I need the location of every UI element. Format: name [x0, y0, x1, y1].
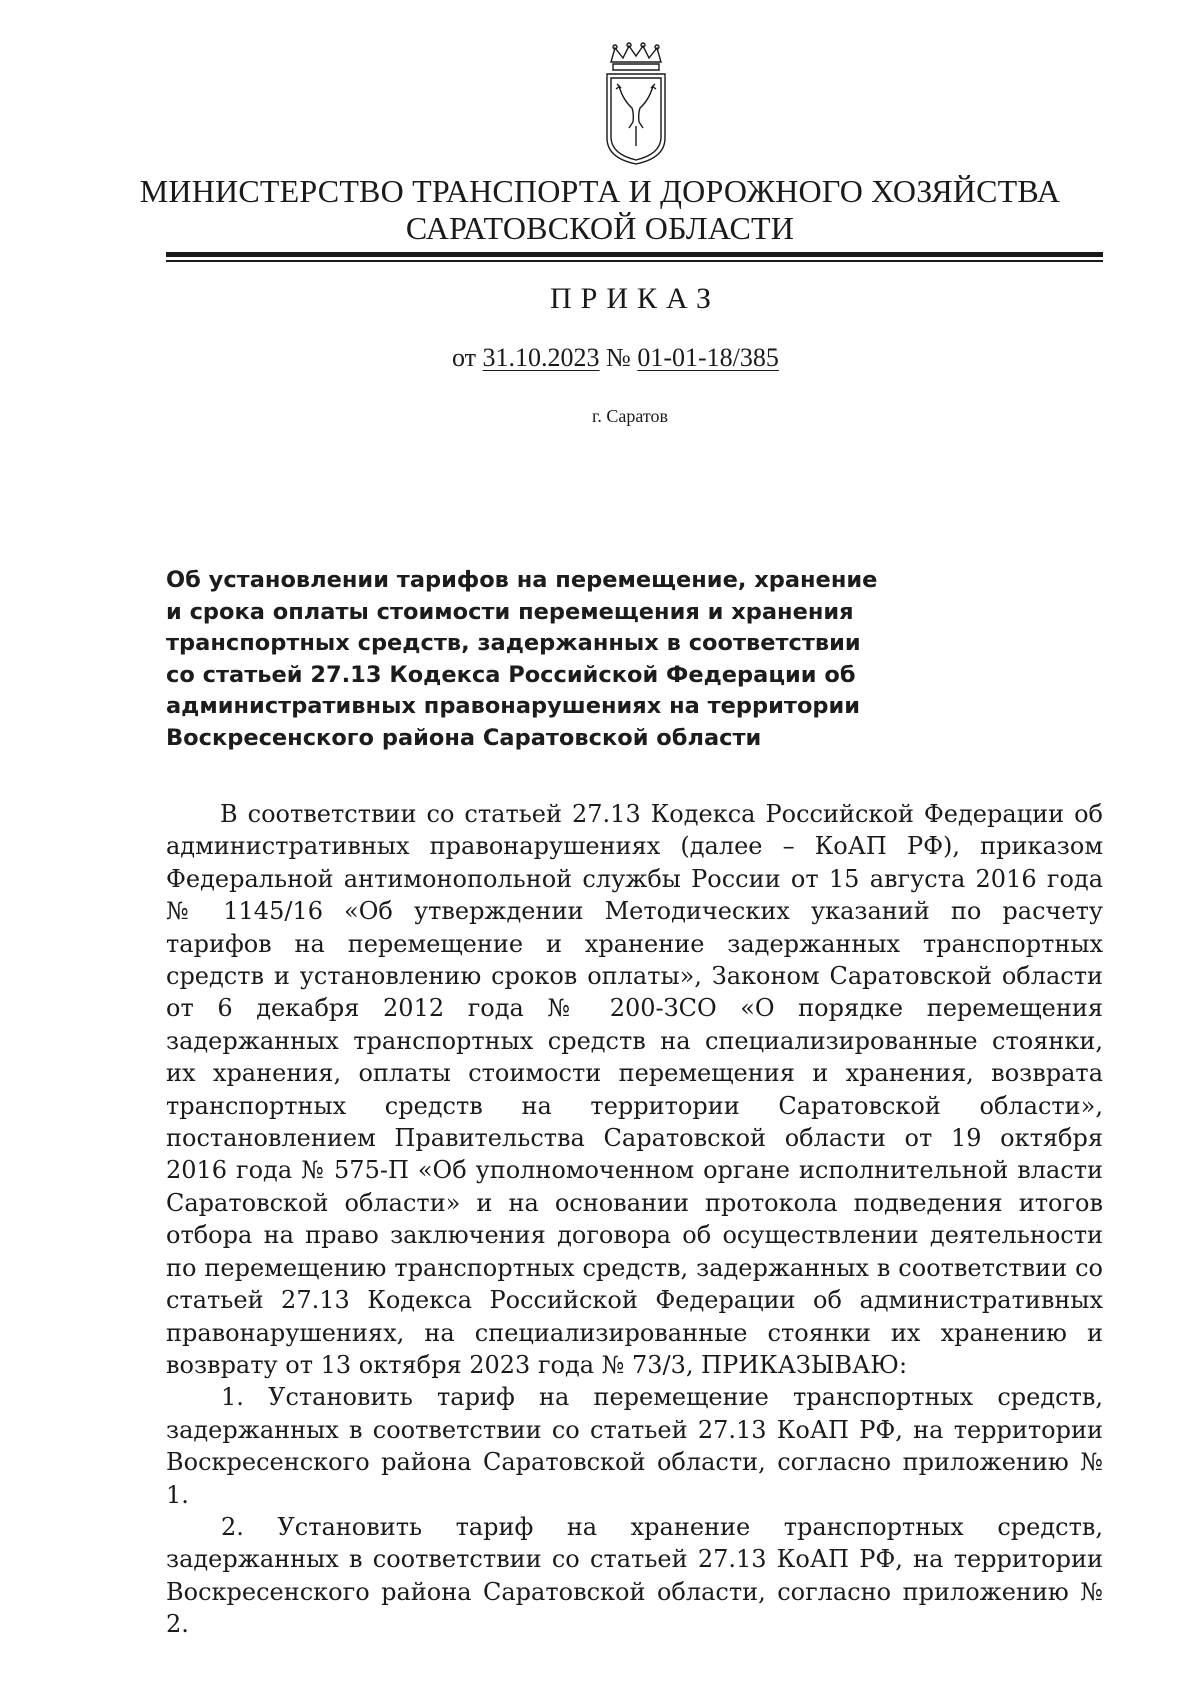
document-type-title: ПРИКАЗ — [550, 282, 720, 315]
subject-line: транспортных средств, задержанных в соответствии — [166, 630, 861, 656]
ministry-name-line2: САРАТОВСКОЙ ОБЛАСТИ — [405, 210, 795, 246]
header-divider-thin — [166, 260, 1103, 262]
order-body — [166, 798, 1103, 1641]
order-subject — [166, 565, 878, 754]
number-sign: № — [606, 343, 631, 372]
subject-line: Воскресенского района Саратовской области — [166, 724, 762, 751]
order-date-number-line — [452, 343, 779, 373]
saratov-coat-of-arms-icon — [599, 42, 673, 168]
order-date: 31.10.2023 — [482, 343, 600, 372]
preamble-paragraph: В соответствии со статьей 27.13 Кодекса Российской Федерации об административных правонарушениях (далее – КоАП РФ), приказом Федеральной антимонопольной службы России от 15 августа 2016 года № 1145/16 «Об утверждении Методических указаний по расчету тарифов на перемещение и хранение задержанных транспортных средств и установлению сроков оплаты», Законом Саратовской области от 6 декабря 2012 года № 200-ЗСО «О порядке перемещения задержанных транспортных средств на специализированные стоянки, их хранения, оплаты стоимости перемещения и хранения, возврата транспортных средств на территории Саратовской области», постановлением Правительства Саратовской области от 19 октября 2016 года № 575-П «Об уполномоченном органе исполнительной власти Саратовской области» и на основании протокола подведения итогов отбора на право заключения договора об осуществлении деятельности по перемещению транспортных средств, задержанных в соответствии со статьей 27.13 Кодекса Российской Федерации об административных правонарушениях, на специализированные стоянки их хранению и возврату от 13 октября 2023 года № 73/3, ПРИКАЗЫВАЮ: — [166, 800, 1103, 1379]
order-item-2: 2. Установить тариф на хранение транспортных средств, задержанных в соответствии со статьей 27.13 КоАП РФ, на территории Воскресенского района Саратовской области, согласно приложению № 2. — [166, 1512, 1103, 1639]
issue-city: г. Саратов — [592, 406, 668, 426]
order-number: 01-01-18/385 — [637, 343, 779, 372]
ministry-name-line1: МИНИСТЕРСТВО ТРАНСПОРТА И ДОРОЖНОГО ХОЗЯЙСТВА — [139, 173, 1061, 209]
subject-line: административных правонарушениях на территории — [166, 693, 861, 719]
subject-line: и срока оплаты стоимости перемещения и хранения — [166, 598, 854, 625]
subject-line: со статьей 27.13 Кодекса Российской Федерации об — [166, 661, 856, 688]
header-divider-thick — [166, 252, 1103, 257]
date-prefix: от — [452, 343, 477, 372]
subject-line: Об установлении тарифов на перемещение, хранение — [166, 567, 878, 593]
order-item-1: 1. Установить тариф на перемещение транспортных средств, задержанных в соответствии со статьей 27.13 КоАП РФ, на территории Воскресенского района Саратовской области, согласно приложению № 1. — [166, 1383, 1103, 1509]
